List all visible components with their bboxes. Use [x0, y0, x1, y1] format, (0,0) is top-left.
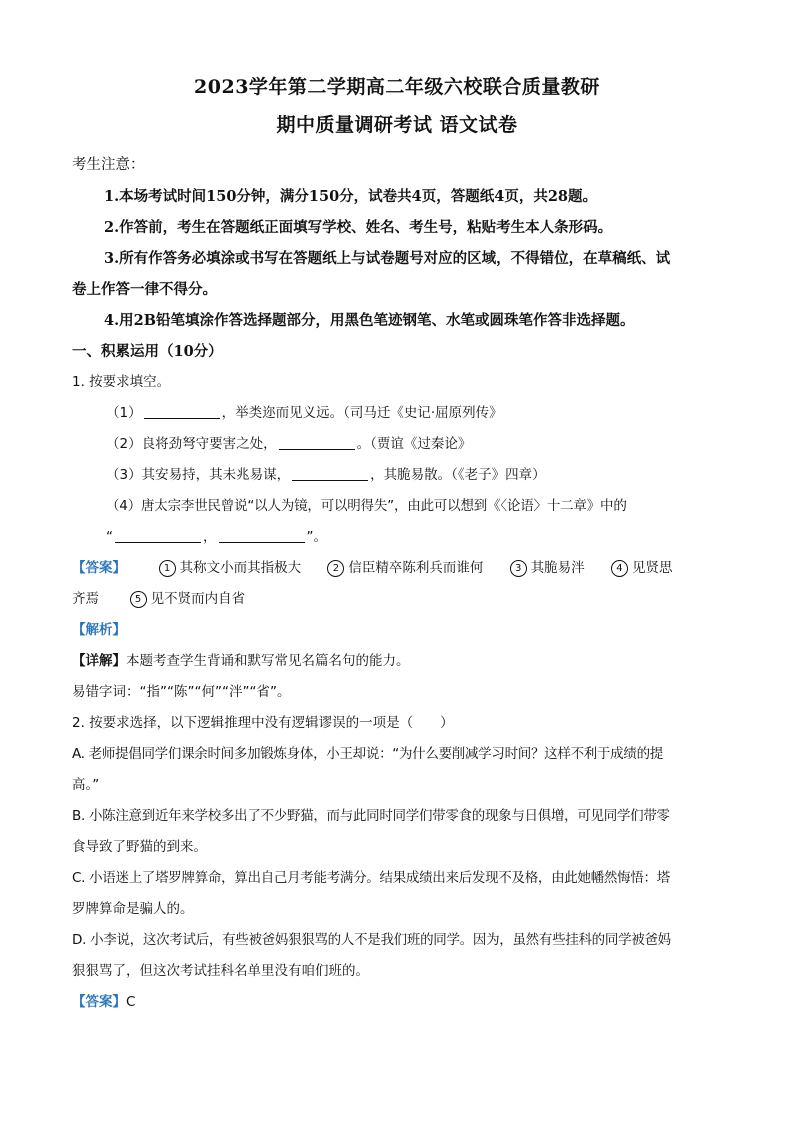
answer-tag: 【答案】: [72, 560, 126, 576]
fill-blank: [144, 404, 220, 419]
detail-line: [72, 646, 726, 677]
answer-item: [159, 553, 302, 584]
q1-item-3-post: ，其脆易散。（《老子》四章）: [370, 467, 546, 483]
section-heading: 一、积累运用（10分）: [72, 343, 223, 360]
q1-item-3: [72, 460, 726, 491]
fill-blank: [279, 435, 355, 450]
circle-number: 5: [130, 591, 147, 608]
answer-text: 见不贤而内自省: [150, 591, 246, 607]
exam-title-line2: 期中质量调研考试 语文试卷: [276, 114, 518, 136]
q1-item-1: [72, 398, 726, 429]
q2-option-d-cont: 狠狠骂了，但这次考试挂科名单里没有咱们班的。: [72, 963, 369, 979]
answer-item: [510, 553, 585, 584]
q1-answer: [72, 553, 726, 584]
q1-stem: 1. 按要求填空。: [72, 374, 171, 390]
q1-item-4-cont: [72, 522, 726, 553]
quote-open: “: [106, 529, 113, 545]
q2-option-a-cont: 高。”: [72, 777, 100, 793]
circle-number: 4: [611, 560, 628, 577]
notice-item-3: 3.所有作答务必填涂或书写在答题纸上与试卷题号对应的区域，不得错位，在草稿纸、试: [104, 250, 671, 267]
circle-number: 3: [510, 560, 527, 577]
answer-text: 信臣精卒陈利兵而谁何: [348, 560, 484, 576]
comma: ，: [203, 529, 217, 545]
exam-title-line1: 2023学年第二学期高二年级六校联合质量教研: [194, 76, 600, 98]
q1-item-2-pre: （2）良将劲弩守要害之处，: [106, 436, 277, 452]
q2-option-a: A. 老师提倡同学们课余时间多加锻炼身体，小王却说：“为什么要削减学习时间？这样不利于成绩的提: [72, 746, 663, 762]
exam-content: [72, 150, 726, 1018]
notice-heading: 考生注意：: [72, 157, 145, 173]
q2-stem: 2. 按要求选择，以下逻辑推理中没有逻辑谬误的一项是（ ）: [72, 715, 454, 731]
answer-text: C: [126, 994, 136, 1010]
answer-text: 见贤思: [631, 560, 673, 576]
notice-item-3-cont: 卷上作答一律不得分。: [72, 281, 217, 298]
q1-answer-cont: [72, 584, 726, 615]
typo-line: 易错字词：“指”“陈”“何”“泮”“省”。: [72, 684, 291, 700]
fill-blank: [292, 466, 368, 481]
q2-option-d: D. 小李说，这次考试后，有些被爸妈狠狠骂的人不是我们班的同学。因为，虽然有些挂科的同学被爸妈: [72, 932, 671, 948]
q1-item-4: （4）唐太宗李世民曾说“以人为镜，可以明得失”，由此可以想到《〈论语〉十二章》中的: [106, 498, 627, 514]
detail-text: 本题考查学生背诵和默写常见名篇名句的能力。: [126, 653, 410, 669]
answer-text: 齐焉: [72, 591, 99, 607]
circle-number: 2: [327, 560, 344, 577]
q2-option-c-cont: 罗牌算命是骗人的。: [72, 901, 194, 917]
answer-text: 其脆易泮: [530, 560, 585, 576]
answer-tag: 【答案】: [72, 994, 126, 1010]
fill-blank: [219, 528, 305, 543]
notice-item-2: 2.作答前，考生在答题纸正面填写学校、姓名、考生号，粘贴考生本人条形码。: [104, 219, 613, 236]
answer-item: [327, 553, 483, 584]
answer-text: 其称文小而其指极大: [179, 560, 302, 576]
q1-item-2-post: 。（贾谊《过秦论》: [356, 436, 472, 452]
q1-item-3-pre: （3）其安易持，其未兆易谋，: [106, 467, 291, 483]
fill-blank: [115, 528, 201, 543]
q1-item-1-post: ，举类迩而见义远。（司马迁《史记·屈原列传》: [221, 405, 503, 421]
detail-tag: 【详解】: [72, 653, 126, 669]
notice-item-1: 1.本场考试时间150分钟，满分150分，试卷共4页，答题纸4页，共28题。: [104, 188, 598, 205]
notice-item-4: 4.用2B铅笔填涂作答选择题部分，用黑色笔迹钢笔、水笔或圆珠笔作答非选择题。: [104, 312, 635, 329]
q2-answer: [72, 987, 726, 1018]
circle-number: 1: [159, 560, 176, 577]
q2-option-c: C. 小语迷上了塔罗牌算命，算出自己月考能考满分。结果成绩出来后发现不及格，由此她幡然悔悟：塔: [72, 870, 670, 886]
q2-option-b: B. 小陈注意到近年来学校多出了不少野猫，而与此同时同学们带零食的现象与日俱增，可见同学们带零: [72, 808, 670, 824]
q2-option-b-cont: 食导致了野猫的到来。: [72, 839, 207, 855]
q1-item-1-pre: （1）: [106, 405, 142, 421]
analysis-tag-line: [72, 615, 726, 646]
analysis-tag: 【解析】: [72, 622, 126, 638]
quote-close: ”。: [306, 529, 327, 545]
answer-item: [611, 553, 673, 584]
q1-item-2: [72, 429, 726, 460]
